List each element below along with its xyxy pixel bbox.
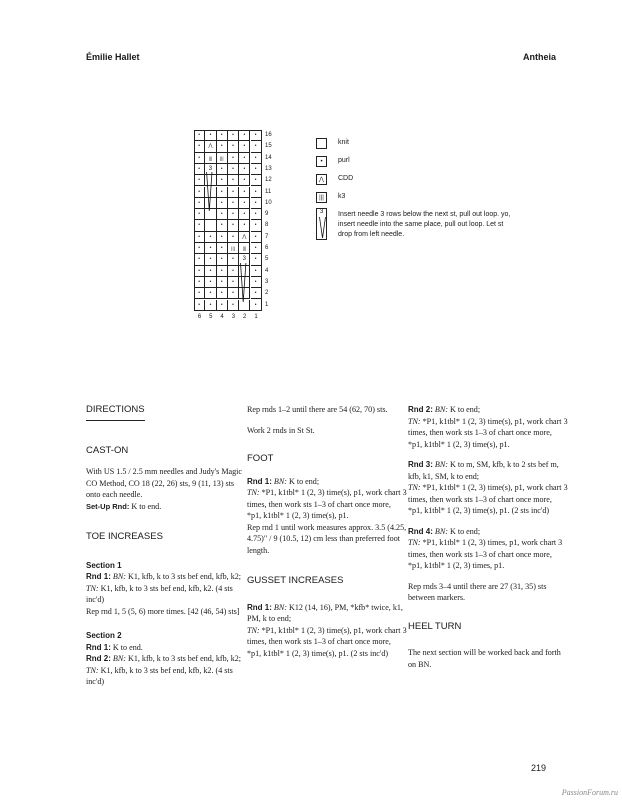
chart-cell-purl: • <box>251 277 262 288</box>
foot-tn: TN: *P1, k1tbl* 1 (2, 3) time(s), p1, work chart 3 times, then work sts 1–3 of chart once more, *p1, k1tbl* 1 (2, 3) time(s), p1. <box>247 488 407 520</box>
chart-cell-purl: • <box>194 243 205 254</box>
chart-cell-purl: • <box>251 300 262 311</box>
chart-row-number: 7 <box>265 233 269 240</box>
legend-purl-label: purl <box>338 157 350 164</box>
pattern-name: Antheia <box>522 52 556 62</box>
text-column-1 <box>86 404 246 688</box>
chart-cell-purl: • <box>205 300 216 311</box>
chart-cell-k3: ||| <box>205 153 216 164</box>
round3-tn: TN: *P1, k1tbl* 1 (2, 3) time(s), p1, work chart 3 times, then work sts 1–3 of chart once more, *p1, k1tbl* 1 (2, 3) time(s), p1. (2 sts inc'd) <box>408 483 568 515</box>
chart-cell-purl: • <box>205 288 216 299</box>
chart-cell-purl: • <box>217 209 228 220</box>
heel-turn-text: The next section will be worked back and forth on BN. <box>408 648 561 669</box>
chart-cell-purl: • <box>251 164 262 175</box>
section1-round1: Rnd 1: BN: K1, kfb, k to 3 sts bef end, kfb, k2; <box>86 572 242 581</box>
chart-cell-purl: • <box>251 254 262 265</box>
chart-cell-purl: • <box>239 198 250 209</box>
chart-cell-purl: • <box>194 130 205 141</box>
section2-tn: TN: K1, kfb, k to 3 sts bef end, kfb, k2. (4 sts inc'd) <box>86 665 233 686</box>
chart-cell-purl: • <box>251 266 262 277</box>
chart-cell-cdd: ⋀ <box>205 141 216 152</box>
chart-cell-cdd: ⋀ <box>239 232 250 243</box>
chart-cell-purl: • <box>228 266 239 277</box>
chart-column-number: 4 <box>220 314 224 320</box>
chart-cell-purl: • <box>251 198 262 209</box>
chart-cell-purl: • <box>194 153 205 164</box>
chart-cell-drop: 3 <box>205 164 216 175</box>
cast-on-heading: CAST-ON <box>86 444 129 456</box>
gusset-round1: Rnd 1: BN: K12 (14, 16), PM, *kfb* twice, k1, PM, k to end; <box>247 602 403 623</box>
chart-cell-purl: • <box>239 187 250 198</box>
drop-stitch-shape-lower <box>241 263 246 302</box>
chart-cell-purl: • <box>251 232 262 243</box>
legend-k3 <box>316 192 516 210</box>
chart-cell-purl: • <box>239 175 250 186</box>
chart-cell-drop: 3 <box>239 254 250 265</box>
chart-row-number: 9 <box>265 211 269 218</box>
chart-cell-purl: • <box>194 198 205 209</box>
chart-cell-purl: • <box>217 254 228 265</box>
chart-cell-purl: • <box>194 254 205 265</box>
purl-symbol: • <box>316 156 327 167</box>
setup-round: Set-Up Rnd: K to end. <box>86 501 162 511</box>
drop-stitch-icon <box>317 209 328 241</box>
toe-increases-heading: TOE INCREASES <box>86 531 163 542</box>
chart-column-number: 2 <box>243 314 247 320</box>
chart-cell-purl: • <box>205 266 216 277</box>
page-number: 219 <box>531 763 547 773</box>
section1-tn: TN: K1, kfb, k to 3 sts bef end, kfb, k2. (4 sts inc'd) <box>86 583 233 604</box>
chart-row-number: 4 <box>265 267 269 274</box>
text-column-2 <box>247 404 407 659</box>
repeat-rounds-text: Rep rnds 1–2 until there are 54 (62, 70) sts. <box>247 405 388 414</box>
drop-stitch-symbol <box>316 208 327 240</box>
chart-cell-purl: • <box>194 300 205 311</box>
chart-cell-purl: • <box>228 254 239 265</box>
chart-row-number: 10 <box>265 199 272 206</box>
chart-row-number: 15 <box>265 143 272 150</box>
author-name: Émilie Hallet <box>86 52 140 62</box>
chart-cell-purl: • <box>228 277 239 288</box>
chart-row-number: 2 <box>265 290 269 297</box>
chart-cell-purl: • <box>251 220 262 231</box>
chart-cell-purl: • <box>194 277 205 288</box>
legend-knit <box>316 138 516 156</box>
chart-row-number: 8 <box>265 222 269 229</box>
chart-cell-purl: • <box>251 175 262 186</box>
chart-row-number: 14 <box>265 154 272 161</box>
drop-stitch-number: 3 <box>320 209 324 215</box>
chart-cell-purl: • <box>228 153 239 164</box>
chart-row-number: 5 <box>265 256 269 263</box>
chart-cell-purl: • <box>217 141 228 152</box>
chart-cell-purl: • <box>251 153 262 164</box>
round4: Rnd 4: BN: K to end; <box>408 526 481 536</box>
chart-cell-purl: • <box>217 232 228 243</box>
section-1-heading: Section 1 <box>86 560 122 570</box>
chart-cell-purl: • <box>217 300 228 311</box>
chart-column-number: 5 <box>209 314 213 320</box>
chart-row-number: 1 <box>265 301 269 308</box>
chart-cell-purl: • <box>239 153 250 164</box>
chart-cell-purl: • <box>217 198 228 209</box>
chart-cell-purl: • <box>217 187 228 198</box>
chart-row-number: 6 <box>265 245 269 251</box>
chart-cell-purl: • <box>194 266 205 277</box>
round4-tn: TN: *P1, k1tbl* 1 (2, 3) times, p1, work chart 3 times, then work sts 1–3 of chart once more, *p1, k1tbl* 1 (2, 3) times, p1. <box>408 538 563 570</box>
directions-heading: DIRECTIONS <box>86 404 145 421</box>
text-column-3 <box>408 404 568 679</box>
chart-cell-purl: • <box>194 187 205 198</box>
chart-cell-k3: ||| <box>228 243 239 254</box>
knit-symbol <box>316 138 327 149</box>
foot-heading: FOOT <box>247 453 274 464</box>
chart-cell-purl: • <box>205 277 216 288</box>
chart-cell-purl: • <box>239 164 250 175</box>
chart-row-number: 11 <box>265 188 272 195</box>
chart-cell-k3: ||| <box>239 243 250 254</box>
chart-cell-purl: • <box>217 175 228 186</box>
chart-cell-purl: • <box>228 130 239 141</box>
work-rounds-text: Work 2 rnds in St St. <box>247 425 315 435</box>
chart-cell-purl: • <box>194 232 205 243</box>
round2-tn: TN: *P1, k1tbl* 1 (2, 3) time(s), p1, work chart 3 times, then work sts 1–3 of chart once more, *p1, k1tbl* 1 (2, 3) time(s), p1. <box>408 416 568 449</box>
chart-cell-purl: • <box>217 266 228 277</box>
chart-cell-purl: • <box>228 175 239 186</box>
section2-round1: Rnd 1: K to end. <box>86 642 143 652</box>
chart-cell-purl: • <box>217 164 228 175</box>
chart-cell-purl: • <box>251 288 262 299</box>
chart-cell-purl: • <box>194 220 205 231</box>
chart-cell-purl: • <box>228 164 239 175</box>
chart-column-number: 1 <box>254 314 258 320</box>
chart-cell-purl: • <box>239 141 250 152</box>
chart-row-number: 16 <box>265 132 272 138</box>
chart-cell-purl: • <box>217 130 228 141</box>
drop-stitch-shape-upper <box>207 172 212 211</box>
chart-cell-purl: • <box>205 254 216 265</box>
chart-cell-purl: • <box>194 175 205 186</box>
chart-cell-purl: • <box>194 209 205 220</box>
chart-cell-purl: • <box>228 198 239 209</box>
chart-cell-purl: • <box>228 232 239 243</box>
chart-cell-purl: • <box>239 209 250 220</box>
repeat-rounds-3-4: Rep rnds 3–4 until there are 27 (31, 35) sts between markers. <box>408 581 547 602</box>
chart-cell-purl: • <box>194 164 205 175</box>
chart-cell-purl: • <box>239 130 250 141</box>
chart-cell-purl: • <box>251 209 262 220</box>
chart-cell-purl: • <box>251 130 262 141</box>
chart-cell-purl: • <box>205 243 216 254</box>
chart-cell-purl: • <box>194 141 205 152</box>
section2-round2: Rnd 2: BN: K1, kfb, k to 3 sts bef end, kfb, k2; <box>86 654 242 663</box>
legend-cdd-label: CDD <box>338 175 354 182</box>
cdd-symbol: ⋀ <box>316 174 327 185</box>
chart-row-number: 13 <box>265 165 272 172</box>
chart-cell-purl: • <box>228 209 239 220</box>
chart-cell-purl: • <box>205 130 216 141</box>
foot-repeat: Rep rnd 1 until work measures approx. 3.5 (4.25, 4.75)" / 9 (10.5, 12) cm less than preferred foot length. <box>247 522 407 555</box>
chart-cell-purl: • <box>217 243 228 254</box>
chart-cell-purl: • <box>217 288 228 299</box>
chart-cell-purl: • <box>205 232 216 243</box>
chart-cell-purl: • <box>228 187 239 198</box>
watermark: PassionForum.ru <box>561 788 618 797</box>
round3: Rnd 3: BN: K to m, SM, kfb, k to 2 sts bef m, kfb, k1, SM, k to end; <box>408 460 559 481</box>
section1-repeat: Rep rnd 1, 5 (5, 6) more times. [42 (46, 54) sts] <box>86 606 240 616</box>
legend-knit-label: knit <box>338 139 349 146</box>
gusset-tn: TN: *P1, k1tbl* 1 (2, 3) time(s), p1, work chart 3 times, then work sts 1–3 of chart once more, *p1, k1tbl* 1 (2, 3) time(s), p1. (2 sts inc'd) <box>247 625 407 658</box>
drop-stitch-lines <box>194 130 264 312</box>
chart-cell-purl: • <box>239 220 250 231</box>
chart-cell-purl: • <box>251 187 262 198</box>
chart-cell-purl: • <box>251 141 262 152</box>
chart-cell-purl: • <box>228 220 239 231</box>
chart-cell-purl: • <box>228 141 239 152</box>
legend-cdd <box>316 174 516 192</box>
foot-round1: Rnd 1: BN: K to end; <box>247 476 320 486</box>
chart-cell-purl: • <box>217 277 228 288</box>
k3-symbol: ||| <box>316 192 327 203</box>
heel-turn-heading: HEEL TURN <box>408 620 462 632</box>
round2: Rnd 2: BN: K to end; <box>408 405 481 414</box>
chart-column-number: 6 <box>197 314 202 320</box>
chart-cell-k3: ||| <box>217 153 228 164</box>
legend-k3-label: k3 <box>338 193 346 200</box>
chart-column-number: 3 <box>231 314 236 320</box>
chart-cell-purl: • <box>251 243 262 254</box>
gusset-heading: GUSSET INCREASES <box>247 575 344 586</box>
chart-row-number: 3 <box>265 278 269 285</box>
chart-cell-purl: • <box>228 288 239 299</box>
section-2-heading: Section 2 <box>86 631 122 640</box>
legend-purl <box>316 156 516 174</box>
chart-cell-purl: • <box>217 220 228 231</box>
chart-legend <box>316 138 516 238</box>
chart-cell-purl: • <box>194 288 205 299</box>
chart-row-number: 12 <box>265 177 272 184</box>
cast-on-text: With US 1.5 / 2.5 mm needles and Judy's Magic CO Method, CO 18 (22, 26) sts, 9 (11, 13) sts onto each needle. <box>86 467 243 499</box>
legend-drop-description: Insert needle 3 rows below the next st, pull out loop. yo, insert needle into the same place, pull out loop. Let st drop from left needle. <box>338 211 511 238</box>
chart-cell-purl: • <box>228 300 239 311</box>
